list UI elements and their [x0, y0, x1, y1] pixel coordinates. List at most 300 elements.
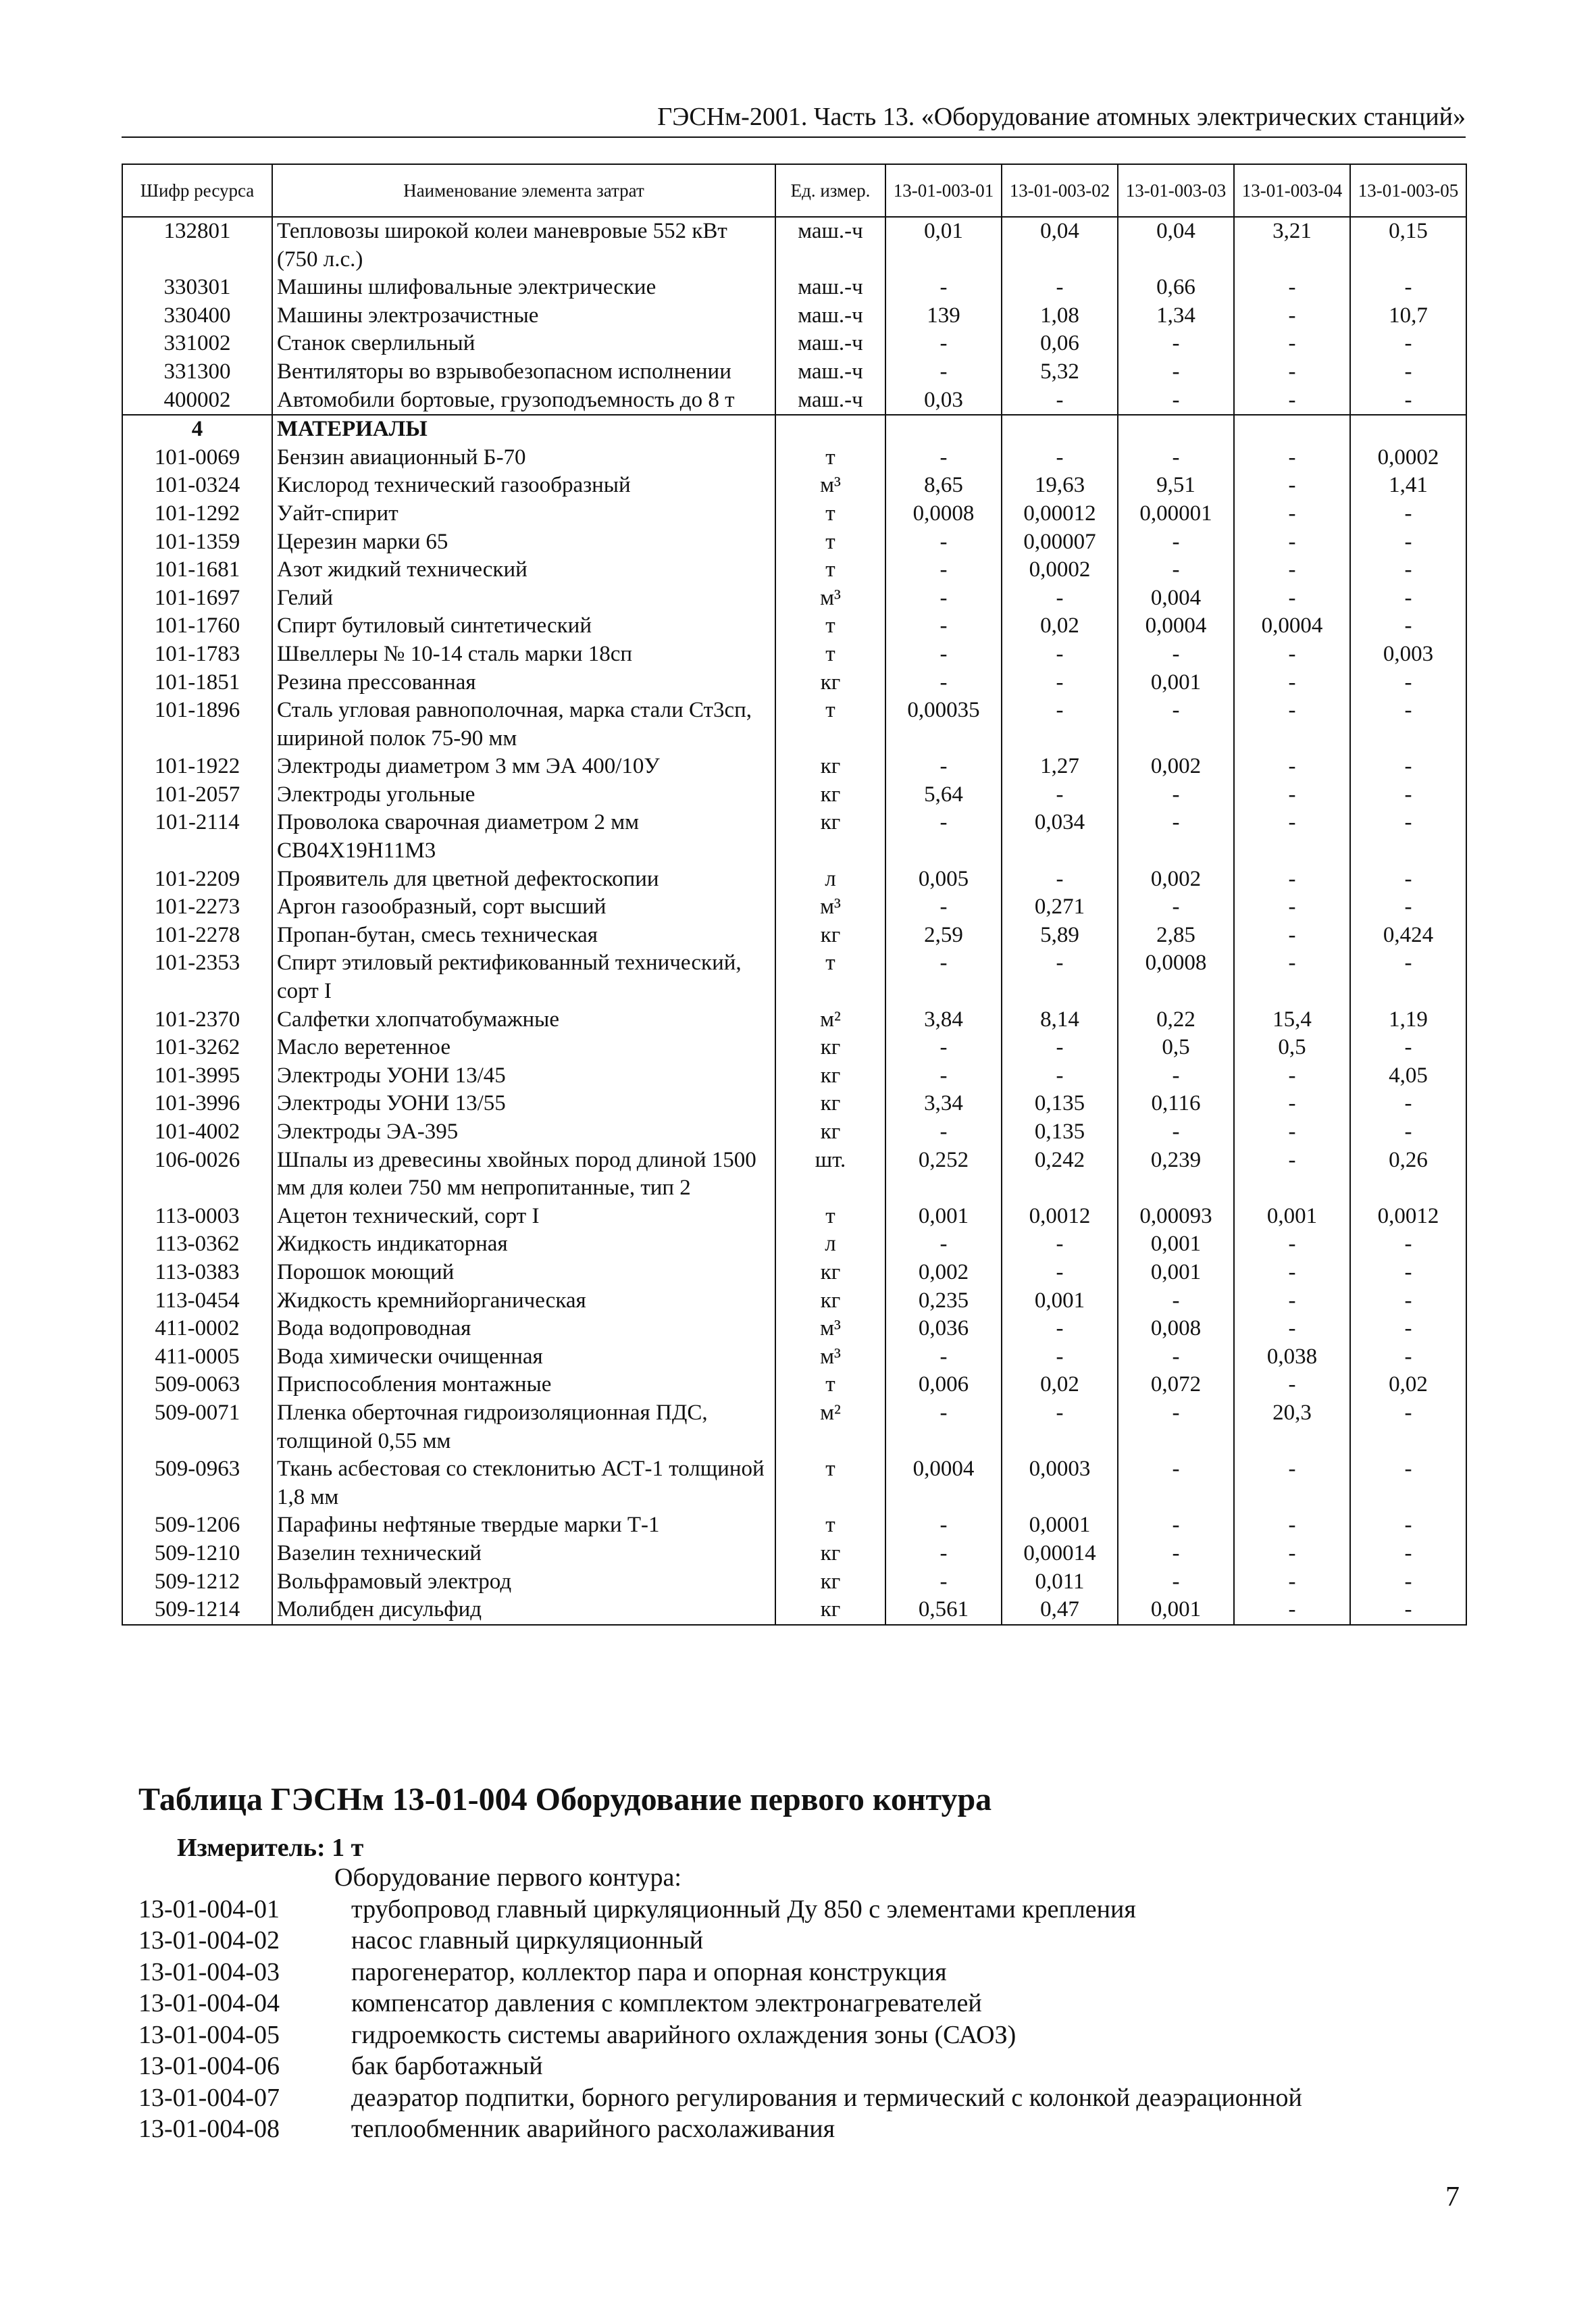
cell-name: Вода водопроводная — [272, 1315, 775, 1343]
cell-003-01: - — [885, 612, 1002, 640]
cell-003-03: - — [1118, 1511, 1234, 1540]
list-item — [138, 2113, 1462, 2145]
table-row — [122, 1343, 1466, 1372]
cell-003-03: 0,66 — [1118, 274, 1234, 302]
cell-unit: т — [775, 1455, 885, 1511]
cell-003-05: - — [1350, 1511, 1466, 1540]
table-row — [122, 1287, 1466, 1315]
cell-name: Электроды диаметром 3 мм ЭА 400/10У — [272, 753, 775, 781]
cell-003-05: 0,424 — [1350, 922, 1466, 950]
cell-003-02: 0,0012 — [1002, 1203, 1118, 1231]
table-row — [122, 809, 1466, 865]
cell-003-04: - — [1234, 584, 1350, 613]
cell-003-01: 0,03 — [885, 386, 1002, 416]
cell-003-02: 0,242 — [1002, 1147, 1118, 1203]
cell-name: Тепловозы широкой колеи маневровые 552 кВт (750 л.с.) — [272, 217, 775, 274]
cell-003-01: - — [885, 1568, 1002, 1596]
cell-name: Проявитель для цветной дефектоскопии — [272, 865, 775, 894]
cell-name: Масло веретенное — [272, 1034, 775, 1062]
cell-003-05: - — [1350, 1315, 1466, 1343]
table-row — [122, 1596, 1466, 1625]
cell-name: Пропан-бутан, смесь техническая — [272, 922, 775, 950]
cell-003-05: 0,15 — [1350, 217, 1466, 274]
cell-003-04 — [1234, 415, 1350, 444]
cell-003-05 — [1350, 415, 1466, 444]
cell-name: Вольфрамовый электрод — [272, 1568, 775, 1596]
cell-003-01: 0,0004 — [885, 1455, 1002, 1511]
cell-003-04: - — [1234, 500, 1350, 528]
table-row — [122, 358, 1466, 386]
cell-003-02: - — [1002, 1034, 1118, 1062]
list-item-text: теплообменник аварийного расхолаживания — [351, 2115, 835, 2143]
cell-003-05: - — [1350, 556, 1466, 584]
cell-003-01: 0,005 — [885, 865, 1002, 894]
cell-003-03: 2,85 — [1118, 922, 1234, 950]
cell-003-05: 0,0002 — [1350, 444, 1466, 472]
cell-name: Электроды УОНИ 13/55 — [272, 1090, 775, 1118]
cell-003-03: 0,5 — [1118, 1034, 1234, 1062]
table-row — [122, 330, 1466, 358]
cell-name: Станок сверлильный — [272, 330, 775, 358]
cell-code: 509-1214 — [122, 1596, 272, 1625]
table-row — [122, 1315, 1466, 1343]
cell-003-03: - — [1118, 781, 1234, 809]
cell-003-05: 1,41 — [1350, 472, 1466, 500]
table-row — [122, 781, 1466, 809]
cell-003-01: - — [885, 330, 1002, 358]
cell-003-04: - — [1234, 1568, 1350, 1596]
cell-003-04: - — [1234, 893, 1350, 922]
cell-003-03: - — [1118, 330, 1234, 358]
col-header-unit: Ед. измер. — [775, 164, 885, 217]
cell-003-05: - — [1350, 697, 1466, 753]
cell-code: 101-3996 — [122, 1090, 272, 1118]
table-row — [122, 556, 1466, 584]
cell-003-04: - — [1234, 1596, 1350, 1625]
cell-003-01: 0,01 — [885, 217, 1002, 274]
cell-003-04: - — [1234, 444, 1350, 472]
cell-003-01: 0,006 — [885, 1371, 1002, 1399]
cell-003-03: - — [1118, 556, 1234, 584]
table-row — [122, 1511, 1466, 1540]
cell-003-05: 0,26 — [1350, 1147, 1466, 1203]
cell-unit: т — [775, 1371, 885, 1399]
table-row — [122, 1371, 1466, 1399]
col-header-name: Наименование элемента затрат — [272, 164, 775, 217]
cell-003-01: - — [885, 584, 1002, 613]
cell-003-05: 0,0012 — [1350, 1203, 1466, 1231]
cell-name: Азот жидкий технический — [272, 556, 775, 584]
cell-name: Гелий — [272, 584, 775, 613]
table-row — [122, 472, 1466, 500]
cell-003-03: 0,239 — [1118, 1147, 1234, 1203]
cell-unit: т — [775, 697, 885, 753]
cell-003-01 — [885, 415, 1002, 444]
cell-003-05: - — [1350, 1034, 1466, 1062]
cell-003-04: - — [1234, 1062, 1350, 1090]
cell-003-04: - — [1234, 1511, 1350, 1540]
cell-003-01: 3,84 — [885, 1006, 1002, 1034]
cell-003-04: - — [1234, 1090, 1350, 1118]
cell-unit: маш.-ч — [775, 358, 885, 386]
table-row — [122, 1147, 1466, 1203]
cell-003-02: 0,271 — [1002, 893, 1118, 922]
cell-code: 101-1760 — [122, 612, 272, 640]
table-row — [122, 612, 1466, 640]
cell-code: 106-0026 — [122, 1147, 272, 1203]
list-item-text: трубопровод главный циркуляционный Ду 850 с элементами крепления — [351, 1894, 1136, 1923]
cell-unit: м² — [775, 1399, 885, 1455]
cell-003-02: 0,0001 — [1002, 1511, 1118, 1540]
table-row — [122, 444, 1466, 472]
cell-code: 113-0003 — [122, 1203, 272, 1231]
cell-003-02: - — [1002, 949, 1118, 1005]
cell-code: 400002 — [122, 386, 272, 416]
table-row — [122, 697, 1466, 753]
cell-003-05: - — [1350, 949, 1466, 1005]
cell-003-03: - — [1118, 1287, 1234, 1315]
cell-unit: кг — [775, 669, 885, 697]
cell-name: Аргон газообразный, сорт высший — [272, 893, 775, 922]
cell-code: 101-2370 — [122, 1006, 272, 1034]
cell-unit: т — [775, 444, 885, 472]
cell-003-01: - — [885, 1343, 1002, 1372]
table-row — [122, 640, 1466, 669]
list-item — [138, 2019, 1462, 2051]
cell-003-05: 1,19 — [1350, 1006, 1466, 1034]
cell-003-03: 0,22 — [1118, 1006, 1234, 1034]
cell-code: 509-0071 — [122, 1399, 272, 1455]
cell-003-05: - — [1350, 1259, 1466, 1287]
cell-003-02: - — [1002, 1343, 1118, 1372]
cell-003-02: 0,47 — [1002, 1596, 1118, 1625]
cell-003-02: 1,08 — [1002, 302, 1118, 330]
cell-003-05: - — [1350, 669, 1466, 697]
cell-003-02: - — [1002, 865, 1118, 894]
cell-003-01: - — [885, 1062, 1002, 1090]
table-row — [122, 584, 1466, 613]
cell-unit: л — [775, 865, 885, 894]
cell-003-01: - — [885, 669, 1002, 697]
cell-unit: м³ — [775, 584, 885, 613]
cell-003-04: 0,0004 — [1234, 612, 1350, 640]
cell-003-03: - — [1118, 1118, 1234, 1147]
table-row — [122, 1062, 1466, 1090]
cell-name: Электроды ЭА-395 — [272, 1118, 775, 1147]
cell-003-02: 0,034 — [1002, 809, 1118, 865]
cell-003-02: - — [1002, 386, 1118, 416]
cell-003-04: - — [1234, 330, 1350, 358]
cell-003-02 — [1002, 415, 1118, 444]
cell-code: 101-1681 — [122, 556, 272, 584]
cell-003-01: - — [885, 1399, 1002, 1455]
list-item-text: деаэратор подпитки, борного регулирования и термический с колонкой деаэрационной — [351, 2083, 1302, 2112]
cell-name: Автомобили бортовые, грузоподъемность до 8 т — [272, 386, 775, 416]
cell-unit: м³ — [775, 1343, 885, 1372]
cell-003-05: - — [1350, 386, 1466, 416]
cell-code: 509-0063 — [122, 1371, 272, 1399]
list-item-code: 13-01-004-05 — [138, 2020, 280, 2049]
table-row — [122, 669, 1466, 697]
cell-003-05: - — [1350, 528, 1466, 557]
cell-003-04: - — [1234, 556, 1350, 584]
cell-003-05: - — [1350, 753, 1466, 781]
cell-unit: кг — [775, 753, 885, 781]
cell-003-03: - — [1118, 528, 1234, 557]
cell-unit: кг — [775, 1118, 885, 1147]
cell-code: 101-1896 — [122, 697, 272, 753]
cell-name: Салфетки хлопчатобумажные — [272, 1006, 775, 1034]
cell-code: 509-0963 — [122, 1455, 272, 1511]
cell-003-04: - — [1234, 528, 1350, 557]
cell-code: 113-0362 — [122, 1230, 272, 1259]
list-item — [138, 1988, 1462, 2019]
table-row — [122, 1118, 1466, 1147]
cell-name: Электроды УОНИ 13/45 — [272, 1062, 775, 1090]
list-item-code: 13-01-004-01 — [138, 1894, 280, 1923]
cell-003-05: - — [1350, 612, 1466, 640]
table-row — [122, 922, 1466, 950]
list-item-text: компенсатор давления с комплектом электронагревателей — [351, 1989, 982, 2017]
cell-unit: кг — [775, 1034, 885, 1062]
table-row — [122, 386, 1466, 416]
cell-code: 101-1359 — [122, 528, 272, 557]
col-header-003-03: 13-01-003-03 — [1118, 164, 1234, 217]
cell-code: 330400 — [122, 302, 272, 330]
cell-name: Кислород технический газообразный — [272, 472, 775, 500]
cell-003-02: - — [1002, 697, 1118, 753]
table-row — [122, 753, 1466, 781]
cell-003-03: 0,008 — [1118, 1315, 1234, 1343]
cell-003-01: 0,235 — [885, 1287, 1002, 1315]
cell-code: 411-0002 — [122, 1315, 272, 1343]
cell-003-04: 0,038 — [1234, 1343, 1350, 1372]
cell-003-03 — [1118, 415, 1234, 444]
table-row — [122, 1259, 1466, 1287]
table-row — [122, 1034, 1466, 1062]
cell-code: 101-2114 — [122, 809, 272, 865]
cell-003-02: - — [1002, 640, 1118, 669]
cell-unit: т — [775, 640, 885, 669]
cell-003-03: - — [1118, 697, 1234, 753]
cell-name: Резина прессованная — [272, 669, 775, 697]
cell-name: Спирт бутиловый синтетический — [272, 612, 775, 640]
cell-003-01: - — [885, 1034, 1002, 1062]
table-row — [122, 302, 1466, 330]
cell-003-04: - — [1234, 809, 1350, 865]
cell-name: Вода химически очищенная — [272, 1343, 775, 1372]
cell-code: 101-0069 — [122, 444, 272, 472]
cell-003-03: - — [1118, 1540, 1234, 1568]
cell-003-05: - — [1350, 1455, 1466, 1511]
cell-unit: маш.-ч — [775, 274, 885, 302]
equipment-list-intro: Оборудование первого контура: — [334, 1863, 681, 1892]
list-item-text: гидроемкость системы аварийного охлаждения зоны (САОЗ) — [351, 2020, 1016, 2049]
cell-code: 4 — [122, 415, 272, 444]
cell-003-04: - — [1234, 781, 1350, 809]
table-header-row — [122, 164, 1466, 217]
cell-003-03: 0,002 — [1118, 865, 1234, 894]
cell-003-02: 0,011 — [1002, 1568, 1118, 1596]
cell-003-03: 0,116 — [1118, 1090, 1234, 1118]
list-item-code: 13-01-004-08 — [138, 2115, 280, 2143]
cell-003-02: 0,06 — [1002, 330, 1118, 358]
cell-unit: маш.-ч — [775, 330, 885, 358]
cell-name: Вазелин технический — [272, 1540, 775, 1568]
cell-unit: кг — [775, 1259, 885, 1287]
table-row — [122, 415, 1466, 444]
col-header-003-01: 13-01-003-01 — [885, 164, 1002, 217]
cell-name: Жидкость кремнийорганическая — [272, 1287, 775, 1315]
cell-name: Вентиляторы во взрывобезопасном исполнении — [272, 358, 775, 386]
col-header-003-05: 13-01-003-05 — [1350, 164, 1466, 217]
cell-code: 101-1783 — [122, 640, 272, 669]
cell-unit: кг — [775, 1540, 885, 1568]
cell-name: Проволока сварочная диаметром 2 мм СВ04Х19Н11М3 — [272, 809, 775, 865]
table-row — [122, 217, 1466, 274]
table-row — [122, 865, 1466, 894]
section-title: Таблица ГЭСНм 13-01-004 Оборудование первого контура — [138, 1782, 992, 1817]
cell-003-01: - — [885, 274, 1002, 302]
cell-003-03: 0,004 — [1118, 584, 1234, 613]
cell-unit: м³ — [775, 1315, 885, 1343]
list-item-text: насос главный циркуляционный — [351, 1926, 704, 1955]
cell-name: Электроды угольные — [272, 781, 775, 809]
cell-name: Молибден дисульфид — [272, 1596, 775, 1625]
cell-003-02: 0,135 — [1002, 1090, 1118, 1118]
cell-003-05: - — [1350, 1399, 1466, 1455]
cell-003-04: - — [1234, 1371, 1350, 1399]
cell-003-01: - — [885, 556, 1002, 584]
cell-unit: л — [775, 1230, 885, 1259]
cell-code: 101-0324 — [122, 472, 272, 500]
cell-name: Машины электрозачистные — [272, 302, 775, 330]
cell-003-05: - — [1350, 500, 1466, 528]
cell-003-05: - — [1350, 865, 1466, 894]
cell-003-04: - — [1234, 472, 1350, 500]
cell-003-03: - — [1118, 1062, 1234, 1090]
cell-name: Бензин авиационный Б-70 — [272, 444, 775, 472]
cell-003-01: 0,00035 — [885, 697, 1002, 753]
cell-003-01: - — [885, 1540, 1002, 1568]
cell-003-04: - — [1234, 922, 1350, 950]
cell-003-03: 0,0008 — [1118, 949, 1234, 1005]
cell-003-04: 0,001 — [1234, 1203, 1350, 1231]
cell-003-03: - — [1118, 1455, 1234, 1511]
cell-unit: кг — [775, 1090, 885, 1118]
page-number: 7 — [1445, 2182, 1460, 2213]
cell-name: Ткань асбестовая со стеклонитью АСТ-1 толщиной 1,8 мм — [272, 1455, 775, 1511]
cell-code: 101-2273 — [122, 893, 272, 922]
table-row — [122, 274, 1466, 302]
cell-code: 331002 — [122, 330, 272, 358]
cell-003-01: - — [885, 1230, 1002, 1259]
cell-003-04: - — [1234, 1118, 1350, 1147]
cell-003-01: - — [885, 949, 1002, 1005]
cell-003-01: - — [885, 1511, 1002, 1540]
col-header-003-04: 13-01-003-04 — [1234, 164, 1350, 217]
cell-003-05: - — [1350, 584, 1466, 613]
cell-003-02: 0,135 — [1002, 1118, 1118, 1147]
cell-name: Спирт этиловый ректификованный технический, сорт I — [272, 949, 775, 1005]
cell-code: 101-2057 — [122, 781, 272, 809]
table-row — [122, 500, 1466, 528]
cell-003-01: - — [885, 444, 1002, 472]
list-item — [138, 1957, 1462, 1988]
cell-003-02: 5,32 — [1002, 358, 1118, 386]
cell-003-01: - — [885, 893, 1002, 922]
cell-code: 132801 — [122, 217, 272, 274]
cell-003-04: - — [1234, 1147, 1350, 1203]
resource-table — [122, 164, 1467, 1626]
cell-003-01: - — [885, 640, 1002, 669]
cell-003-03: 0,00093 — [1118, 1203, 1234, 1231]
cell-003-03: - — [1118, 444, 1234, 472]
cell-unit: маш.-ч — [775, 302, 885, 330]
cell-003-02: 0,00012 — [1002, 500, 1118, 528]
cell-unit: кг — [775, 1596, 885, 1625]
cell-unit: кг — [775, 922, 885, 950]
table-body — [122, 217, 1466, 1625]
table-row — [122, 1230, 1466, 1259]
cell-003-04: - — [1234, 753, 1350, 781]
cell-003-02: - — [1002, 1399, 1118, 1455]
cell-003-05: - — [1350, 1230, 1466, 1259]
cell-unit: кг — [775, 1287, 885, 1315]
table-row — [122, 528, 1466, 557]
cell-name: МАТЕРИАЛЫ — [272, 415, 775, 444]
cell-unit: шт. — [775, 1147, 885, 1203]
cell-003-02: 0,00014 — [1002, 1540, 1118, 1568]
cell-code: 330301 — [122, 274, 272, 302]
cell-003-02: - — [1002, 274, 1118, 302]
cell-unit: т — [775, 612, 885, 640]
cell-003-01: 0,561 — [885, 1596, 1002, 1625]
cell-003-02: - — [1002, 1259, 1118, 1287]
cell-003-05: - — [1350, 1596, 1466, 1625]
cell-003-05: 10,7 — [1350, 302, 1466, 330]
cell-003-04: 3,21 — [1234, 217, 1350, 274]
cell-unit: кг — [775, 1568, 885, 1596]
cell-003-04: - — [1234, 1259, 1350, 1287]
cell-name: Ацетон технический, сорт I — [272, 1203, 775, 1231]
list-item — [138, 1894, 1462, 1926]
cell-name: Приспособления монтажные — [272, 1371, 775, 1399]
list-item-code: 13-01-004-02 — [138, 1926, 280, 1955]
cell-unit: м² — [775, 1006, 885, 1034]
cell-code: 101-2353 — [122, 949, 272, 1005]
cell-003-05: - — [1350, 1540, 1466, 1568]
cell-003-01: - — [885, 528, 1002, 557]
cell-code: 509-1212 — [122, 1568, 272, 1596]
cell-003-03: 0,00001 — [1118, 500, 1234, 528]
cell-003-04: - — [1234, 1315, 1350, 1343]
cell-003-01: 0,036 — [885, 1315, 1002, 1343]
cell-003-05: - — [1350, 358, 1466, 386]
cell-003-02: - — [1002, 1315, 1118, 1343]
cell-003-03: 0,001 — [1118, 1259, 1234, 1287]
cell-003-02: 0,04 — [1002, 217, 1118, 274]
cell-003-05: - — [1350, 1090, 1466, 1118]
cell-003-05: - — [1350, 274, 1466, 302]
cell-003-02: - — [1002, 781, 1118, 809]
cell-003-02: 0,02 — [1002, 1371, 1118, 1399]
cell-name: Машины шлифовальные электрические — [272, 274, 775, 302]
cell-name: Швеллеры № 10-14 сталь марки 18сп — [272, 640, 775, 669]
cell-003-02: - — [1002, 1062, 1118, 1090]
cell-003-05: 0,003 — [1350, 640, 1466, 669]
cell-003-03: - — [1118, 893, 1234, 922]
